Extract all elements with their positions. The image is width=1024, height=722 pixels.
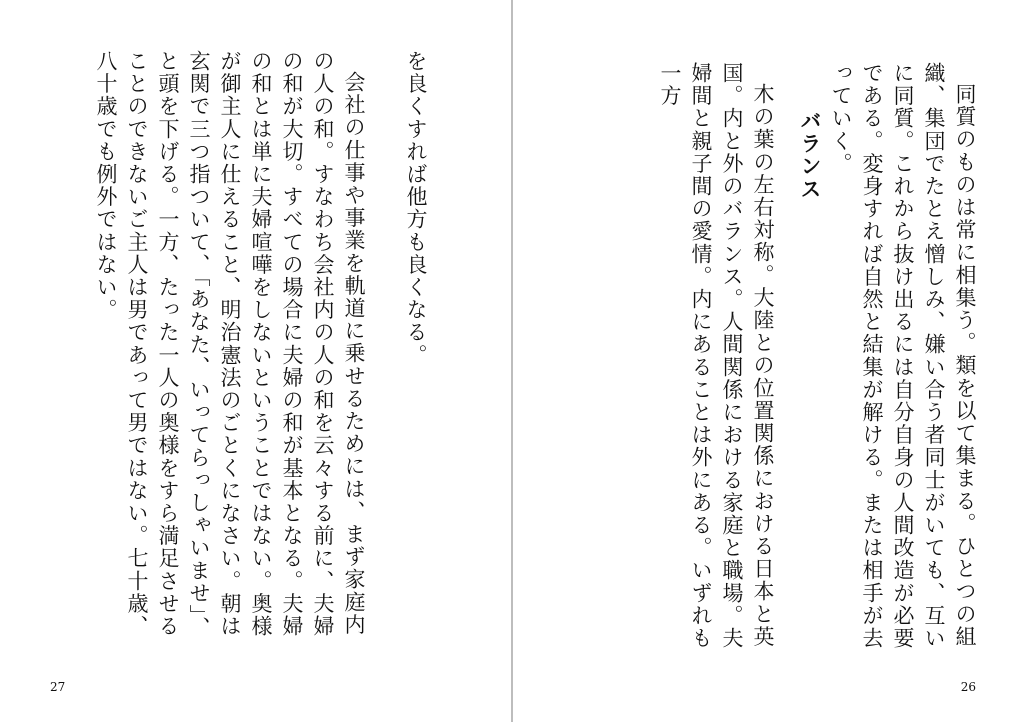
- left-page-text: [90, 50, 431, 650]
- blank-line: [369, 50, 400, 650]
- right-page: [513, 0, 1024, 722]
- section-heading: バランス: [798, 110, 822, 201]
- left-page: [0, 0, 511, 722]
- page-number-right: 26: [960, 680, 976, 694]
- right-paragraph-1: 同質のものは常に相集う。類を以て集まる。ひとつの組織、集団でたとえ憎しみ、嫌い合う者同士がいても、互いに同質。これから抜け出るには自分自身の人間改造が必要である。変身すれば自然と結集が解ける。または相手が去っていく。: [829, 62, 977, 650]
- right-page-text: [654, 62, 980, 662]
- left-paragraph-1: を良くすれば他方も良くなる。: [404, 50, 428, 367]
- right-paragraph-2: 木の葉の左右対称。大陸との位置関係における日本と英国。内と外のバランス。人間関係における家庭と職場。夫婦間と親子間の愛情。内にあることは外にある。いずれも一方: [658, 62, 775, 650]
- left-paragraph-2: 会社の仕事や事業を軌道に乗せるためには、まず家庭内の人の和。すなわち会社内の人の和を云々する前に、夫婦の和が大切。すべての場合に夫婦の和が基本となる。夫婦の和とは単に夫婦喧嘩をしないということではない。奥様が御主人に仕えること、明治憲法のごとくになさい。朝は玄関で三つ指ついて、「あなた、いってらっしゃいませ」、と頭を下げる。一方、たった一人の奥様をすら満足させることのできないご主人は男であって男ではない。七十歳、八十歳でも例外ではない。: [94, 50, 366, 640]
- page-number-left: 27: [50, 680, 66, 694]
